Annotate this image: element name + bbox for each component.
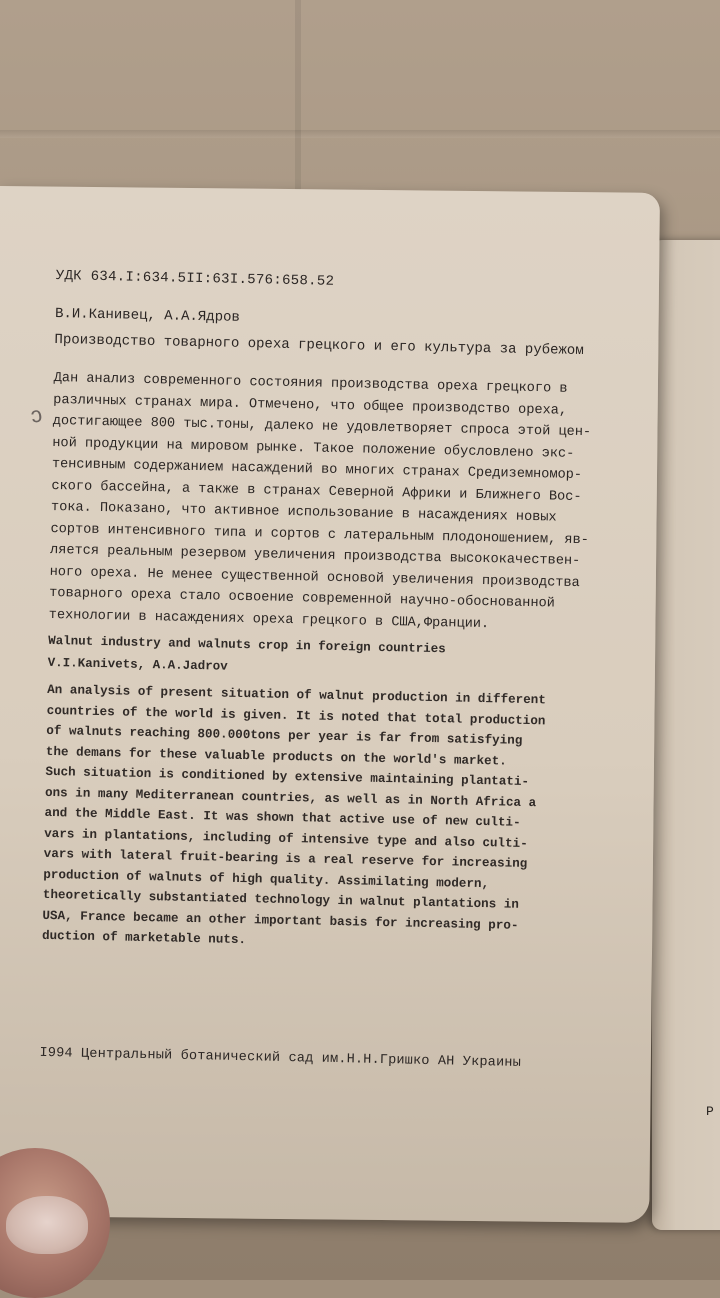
- next-page-fragment: Р: [706, 1104, 714, 1119]
- abstract-en-line: An analysis of present situation of walnut production in different: [47, 682, 546, 708]
- margin-pencil-mark: ↄ: [27, 403, 46, 430]
- abstract-ru: [49, 368, 619, 638]
- abstract-en-line: and the Middle East. It was shown that active use of new culti-: [44, 805, 521, 830]
- abstract-en-line: countries of the world is given. It is noted that total production: [46, 703, 546, 728]
- title-en: Walnut industry and walnuts crop in foreign countries: [48, 633, 446, 657]
- publisher-footer: I994 Центральный ботанический сад им.Н.Н.Гришко АН Украины: [39, 1045, 522, 1071]
- abstract-en-line: vars with lateral fruit-bearing is a real reserve for increasing: [43, 846, 528, 871]
- abstract-ru-line: товарного ореха стало освоение современной научно-обоснованной: [49, 585, 556, 612]
- abstract-ru-line: ляется реальным резервом увеличения производства высококачествен-: [49, 542, 581, 570]
- abstract-en-line: USA, France became an other important basis for increasing pro-: [42, 908, 519, 933]
- abstract-en-line: theoretically substantiated technology in walnut plantations in: [42, 887, 520, 912]
- abstract-en-line: ons in many Mediterranean countries, as well as in North Africa a: [44, 785, 537, 810]
- thumbnail-nail: [6, 1196, 88, 1254]
- abstract-ru-line: ского бассейна, а также в странах Северной Африки и Ближнего Вос-: [51, 478, 582, 505]
- abstract-en-line: duction of marketable nuts.: [41, 928, 247, 948]
- cardboard-seam: [295, 0, 301, 190]
- abstract-ru-line: различных странах мира. Отмечено, что общее производство ореха,: [53, 392, 568, 419]
- udk-code: УДК 634.I:634.5II:63I.576:658.52: [55, 268, 335, 290]
- abstract-en-line: production of walnuts of high quality. Assimilating modern,: [43, 867, 490, 891]
- abstract-en: [42, 680, 612, 958]
- abstract-ru-line: тенсивным содержанием насаждений во многих странах Средиземномор-: [51, 456, 583, 484]
- abstract-en-line: of walnuts reaching 800.000tons per year is far from satisfying: [46, 723, 523, 748]
- abstract-en-line: vars in plantations, including of intensive type and also culti-: [44, 826, 528, 851]
- title-ru: Производство товарного ореха грецкого и его культура за рубежом: [54, 331, 584, 360]
- authors-en: V.I.Kanivets, A.A.Jadrov: [47, 655, 228, 674]
- cardboard-crease: [0, 130, 720, 138]
- abstract-ru-line: сортов интенсивного типа и сортов с латеральным плодоношением, яв-: [50, 521, 589, 548]
- page-content: [39, 268, 621, 1071]
- abstract-ru-line: технологии в насаждениях ореха грецкого в США,Франции.: [48, 607, 490, 632]
- next-page-edge: [652, 240, 720, 1230]
- abstract-en-line: Such situation is conditioned by extensive maintaining plantati-: [45, 764, 530, 790]
- abstract-ru-line: тока. Показано, что активное использование в насаждениях новых: [50, 499, 557, 526]
- abstract-ru-line: ной продукции на мировом рынке. Такое положение обусловлено экс-: [52, 435, 575, 462]
- authors-ru: В.И.Канивец, А.А.Ядров: [54, 305, 241, 326]
- abstract-ru-line: ного ореха. Не менее существенной основой увеличения производства: [49, 564, 580, 591]
- abstract-en-line: the demans for these valuable products on the world's market.: [45, 744, 507, 769]
- abstract-ru-line: Дан анализ современного состояния производства ореха грецкого в: [53, 370, 568, 397]
- abstract-ru-line: достигающее 800 тыс.тоны, далеко не удовлетворяет спроса этой цен-: [52, 413, 592, 441]
